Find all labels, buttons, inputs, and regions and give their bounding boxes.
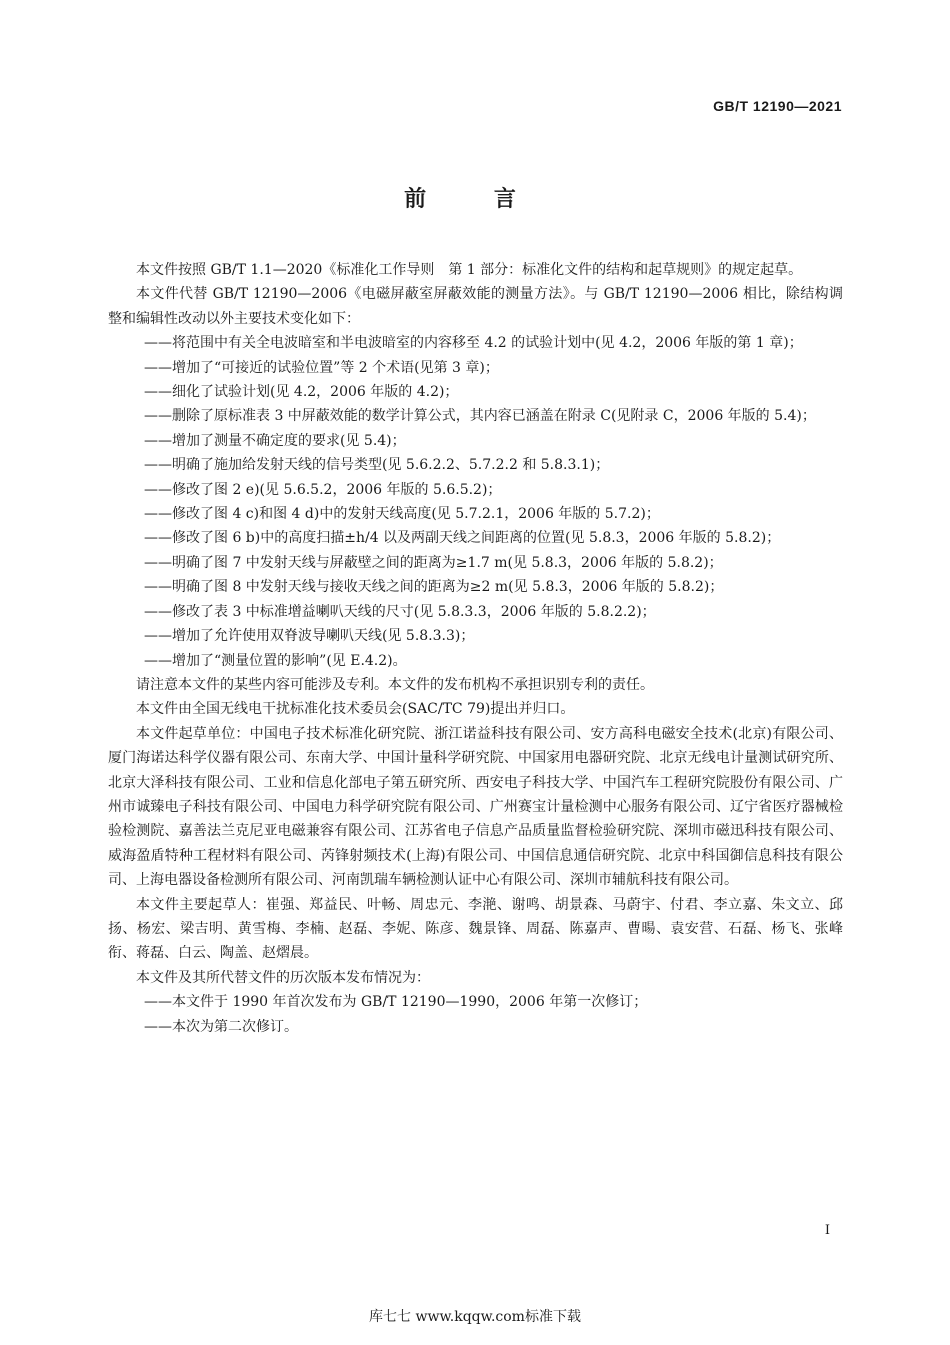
page-title: 前 言: [404, 187, 546, 212]
list-item: ——增加了“可接近的试验位置”等 2 个术语(见第 3 章)；: [144, 359, 499, 376]
list-item: ——删除了原标准表 3 中屏蔽效能的数学计算公式，其内容已涵盖在附录 C(见附录 C，2006 年版的 5.4)；: [144, 408, 816, 425]
paragraph: 本文件起草单位：中国电子技术标准化研究院、浙江诺益科技有限公司、安方高科电磁安全技术(北京)有限公司、厦门海诺达科学仪器有限公司、东南大学、中国计量科学研究院、中国家用电器研究院、北京无线电计量测试研究所、北京大泽科技有限公司、工业和信息化部电子第五研究所、西安电子科技大学、中国汽车工程研究院股份有限公司、广州市诚臻电子科技有限公司、中国电力科学研究院有限公司、广州赛宝计量检测中心服务有限公司、辽宁省医疗器械检验检测院、嘉善法兰克尼亚电磁兼容有限公司、江苏省电子信息产品质量监督检验研究院、深圳市磁迅科技有限公司、威海盈盾特种工程材料有限公司、芮锋射频技术(上海)有限公司、中国信息通信研究院、北京中科国御信息科技有限公司、上海电器设备检测所有限公司、河南凯瑞车辆检测认证中心有限公司、深圳市辅航科技有限公司。: [108, 725, 843, 889]
paragraph: 本文件按照 GB/T 1.1—2020《标准化工作导则 第 1 部分：标准化文件的结构和起草规则》的规定起草。: [136, 262, 803, 278]
list-item: ——修改了图 4 c)和图 4 d)中的发射天线高度(见 5.7.2.1，2006 年版的 5.7.2)；: [144, 506, 660, 523]
list-item: ——修改了图 6 b)中的高度扫描±h/4 以及两副天线之间距离的位置(见 5.8.3，2006 年版的 5.8.2)；: [144, 530, 781, 547]
list-item: ——修改了表 3 中标准增益喇叭天线的尺寸(见 5.8.3.3，2006 年版的 5.8.2.2)；: [144, 603, 656, 620]
paragraph: 本文件由全国无线电干扰标准化技术委员会(SAC/TC 79)提出并归口。: [136, 701, 575, 718]
paragraph: 本文件主要起草人：崔强、郑益民、叶畅、周忠元、李滟、谢鸣、胡景森、马蔚宇、付君、李立嘉、朱文立、邱扬、杨宏、梁吉明、黄雪梅、李楠、赵磊、李妮、陈彦、魏景锋、周磊、陈嘉声、曹暘、袁安营、石磊、杨飞、张峰衔、蒋磊、白云、陶盖、赵熠晨。: [108, 896, 843, 962]
list-item: ——修改了图 2 e)(见 5.6.5.2，2006 年版的 5.6.5.2)；: [144, 481, 502, 498]
list-item: ——本文件于 1990 年首次发布为 GB/T 12190—1990，2006 年第一次修订；: [144, 994, 648, 1011]
list-item: ——细化了试验计划(见 4.2，2006 年版的 4.2)；: [144, 384, 459, 401]
list-item: ——将范围中有关全电波暗室和半电波暗室的内容移至 4.2 的试验计划中(见 4.2，2006 年版的第 1 章)；: [144, 335, 803, 352]
document-body: [108, 258, 843, 1039]
paragraph: 请注意本文件的某些内容可能涉及专利。本文件的发布机构不承担识别专利的责任。: [136, 676, 654, 693]
footer-watermark: 库七七 www.kqqw.com标准下载: [369, 1309, 581, 1325]
list-item: ——增加了允许使用双脊波导喇叭天线(见 5.8.3.3)；: [144, 628, 475, 645]
list-item: ——增加了测量不确定度的要求(见 5.4)；: [144, 432, 406, 449]
list-item: ——本次为第二次修订。: [144, 1018, 298, 1035]
document-number: GB/T 12190—2021: [713, 98, 842, 114]
list-item: ——明确了图 8 中发射天线与接收天线之间的距离为≥2 m(见 5.8.3，2006 年版的 5.8.2)；: [144, 579, 724, 596]
page-number: I: [824, 1223, 830, 1238]
list-item: ——明确了图 7 中发射天线与屏蔽壁之间的距离为≥1.7 m(见 5.8.3，2006 年版的 5.8.2)；: [144, 554, 723, 571]
list-item: ——明确了施加给发射天线的信号类型(见 5.6.2.2、5.7.2.2 和 5.8.3.1)；: [144, 457, 610, 474]
list-item: ——增加了“测量位置的影响”(见 E.4.2)。: [144, 652, 407, 669]
paragraph: 本文件及其所代替文件的历次版本发布情况为：: [136, 969, 430, 986]
paragraph: 本文件代替 GB/T 12190—2006《电磁屏蔽室屏蔽效能的测量方法》。与 GB/T 12190—2006 相比，除结构调整和编辑性改动以外主要技术变化如下：: [108, 286, 843, 327]
